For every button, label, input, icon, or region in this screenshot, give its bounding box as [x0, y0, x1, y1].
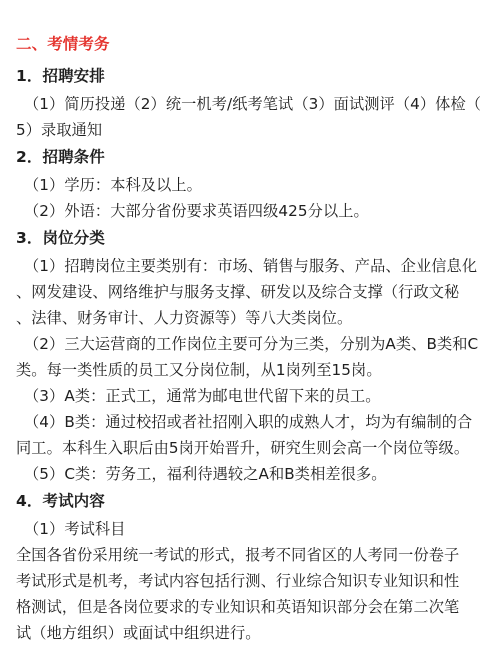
- line-text: 类。每一类性质的员工又分岗位制，从1岗列至15岗。: [16, 361, 382, 379]
- paragraph-line: （1）简历投递（2）统一机考/纸考笔试（3）面试测评（4）体检（: [24, 95, 482, 113]
- list-item: （1）考试科目: [24, 520, 126, 538]
- paragraph-line: （4）B类：通过校招或者社招刚入职的成熟人才，均为有编制的合: [24, 413, 473, 431]
- paragraph-line: 全国各省份采用统一考试的形式，报考不同省区的人考同一份卷子: [16, 546, 460, 564]
- heading-job-categories: 3．岗位分类: [16, 229, 105, 247]
- heading-exam-content: 4．考试内容: [16, 492, 105, 510]
- paragraph-line: 同工。本科生入职后由5岗开始晋升，研究生则会高一个岗位等级。: [16, 439, 470, 457]
- paragraph-line: （1）招聘岗位主要类别有：市场、销售与服务、产品、企业信息化: [24, 257, 478, 275]
- paragraph-line: 试（地方组织）或面试中组织进行。: [16, 624, 261, 642]
- paragraph-line: （3）A类：正式工，通常为邮电世代留下来的员工。: [24, 387, 381, 405]
- heading-recruitment-conditions: 2．招聘条件: [16, 148, 105, 166]
- list-item: （2）外语：大部分省份要求英语四级425分以上。: [24, 202, 369, 220]
- paragraph-line: [16, 357, 483, 383]
- paragraph-line: （5）C类：劳务工，福利待遇较之A和B类相差很多。: [24, 465, 387, 483]
- paragraph-line: 格测试，但是各岗位要求的专业知识和英语知识部分会在第二次笔: [16, 598, 460, 616]
- paragraph-line: 考试形式是机考，考试内容包括行测、行业综合知识专业知识和性: [16, 572, 460, 590]
- heading-recruitment-arrangement: 1．招聘安排: [16, 67, 105, 85]
- paragraph-line: 、法律、财务审计、人力资源等）等八大类岗位。: [16, 309, 353, 327]
- list-item: （1）学历：本科及以上。: [24, 176, 202, 194]
- paragraph-line: 5）录取通知: [16, 121, 103, 139]
- paragraph-line: （2）三大运营商的工作岗位主要可分为三类，分别为A类、B类和C: [24, 335, 479, 353]
- section-title: 二、考情考务: [16, 35, 110, 53]
- paragraph-line: 、网发建设、网络维护与服务支撑、研发以及综合支撑（行政文秘: [16, 283, 460, 301]
